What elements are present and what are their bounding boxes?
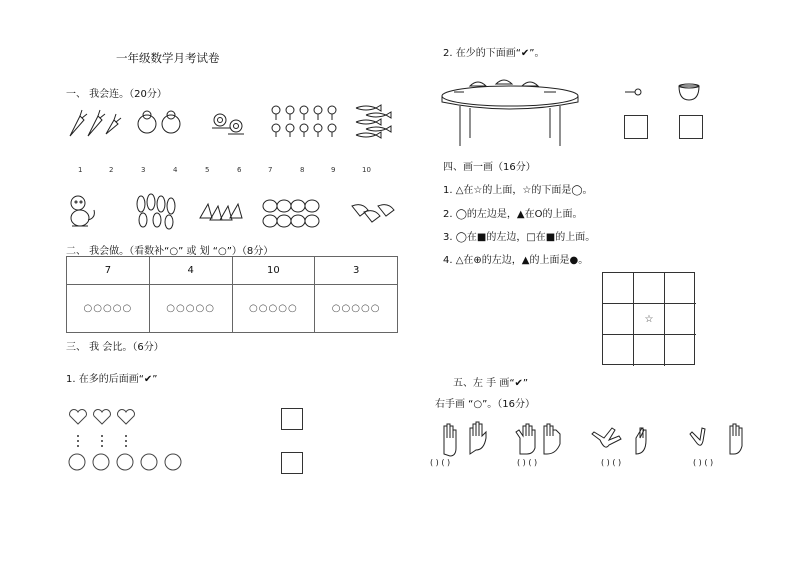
number-6: 6: [237, 166, 242, 174]
hand-icon: [440, 420, 770, 456]
answer-box-spoon[interactable]: [624, 115, 648, 139]
drawing-grid[interactable]: [602, 272, 695, 365]
answer-parens-1[interactable]: ( ) ( ): [430, 458, 451, 467]
section2-heading: 二、 我会做。（看数补“○” 或 划 “○”）（8分）: [66, 246, 274, 257]
table-circle-cell: ○○○○○: [149, 285, 232, 333]
number-3: 3: [141, 166, 146, 174]
page-title: 一年级数学月考试卷: [116, 51, 220, 65]
number-8: 8: [300, 166, 305, 174]
number-5: 5: [205, 166, 210, 174]
table-circle-cell: ○○○○○: [232, 285, 315, 333]
bowl-icon: [623, 82, 703, 102]
question-3-2: 2. 在少的下面画“✔”。: [443, 48, 545, 59]
table-header-cell: 3: [315, 257, 398, 285]
circle-icon: [68, 453, 184, 471]
question-3-1: 1. 在多的后面画“✔”: [66, 374, 158, 385]
strawberry-icon: [198, 200, 244, 226]
corn-icon: [133, 194, 177, 230]
table-header-cell: 4: [149, 257, 232, 285]
number-7: 7: [268, 166, 273, 174]
number-4: 4: [173, 166, 178, 174]
table-icon: [440, 76, 580, 146]
carrot-icon: [66, 106, 126, 138]
table-circle-cell: ○○○○○: [315, 285, 398, 333]
fish-icon: [352, 104, 398, 138]
swallow-icon: [350, 198, 398, 230]
monkey-icon: [66, 194, 100, 230]
number-10: 10: [362, 166, 371, 174]
answer-parens-3[interactable]: ( ) ( ): [601, 458, 622, 467]
chick-icon: [135, 106, 187, 138]
table-header-cell: 10: [232, 257, 315, 285]
answer-box-circles[interactable]: [281, 452, 303, 474]
snail-icon: [210, 106, 246, 138]
section5-subheading: 右手画 “○”。（16分）: [435, 399, 535, 410]
draw-item-2: 2. ◯的左边是，▲在O的上面。: [443, 209, 583, 220]
section1-heading: 一、 我会连。（20分）: [66, 89, 167, 100]
answer-box-bowl[interactable]: [679, 115, 703, 139]
flower-icon: [268, 104, 340, 138]
number-2: 2: [109, 166, 114, 174]
grid-center-star: ☆: [634, 304, 665, 335]
count-table: [66, 256, 398, 333]
section5-heading: 五、左 手 画“✔”: [453, 378, 529, 389]
answer-box-hearts[interactable]: [281, 408, 303, 430]
number-9: 9: [331, 166, 336, 174]
table-header-cell: 7: [67, 257, 150, 285]
table-circle-cell: ○○○○○: [67, 285, 150, 333]
spoon-icon: [625, 89, 641, 95]
heart-icon: [68, 408, 140, 426]
draw-item-3: 3. ◯在■的左边，□在■的上面。: [443, 232, 596, 243]
dotted-line-icon: [74, 434, 134, 448]
section3-heading: 三、 我 会比。（6分）: [66, 342, 164, 353]
draw-item-1: 1. △在☆的上面，☆的下面是◯。: [443, 185, 593, 196]
peach-icon: [262, 196, 322, 230]
answer-parens-2[interactable]: ( ) ( ): [517, 458, 538, 467]
draw-item-4: 4. △在⊕的左边，▲的上面是●。: [443, 255, 589, 266]
answer-parens-4[interactable]: ( ) ( ): [693, 458, 714, 467]
number-1: 1: [78, 166, 83, 174]
section4-heading: 四、画一画（16分）: [443, 162, 536, 173]
